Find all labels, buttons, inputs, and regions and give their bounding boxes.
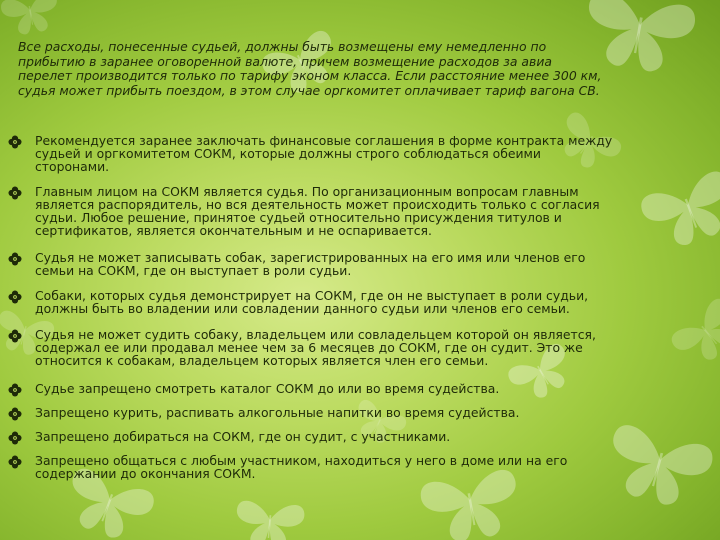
flower-bullet-icon [8,329,22,343]
intro-paragraph: Все расходы, понесенные судьей, должны быть возмещены ему немедленно по прибытию в заранее оговоренной валюте, причем возмещение расходов за авиа перелет производится только по тарифу эконом класса. Если расстояние менее 300 км, судья может прибыть поездом, в этом случае оргкомитет оплачивает тариф вагона СВ. [18,39,602,98]
bullet-text: Главным лицом на СОКМ является судья. По организационным вопросам главным является распорядитель, но вся деятельность может происходить только с согласия судьи. Любое решение, принятое судьей относительно присуждения титулов и сертификатов, является окончательным и не оспаривается. [35,184,600,238]
bullet-text: Судья не может записывать собак, зарегистрированных на его имя или членов его семьи на СОКМ, где он выступает в роли судьи. [35,250,586,278]
butterfly-icon [0,0,62,38]
bullet-text: Судья не может судить собаку, владельцем или совладельцем которой он является, содержал ее или продавал менее чем за 6 месяцев до СОКМ, где он судит. Это же относится к собакам, владельцем которых является член его семьи. [35,327,596,368]
bullet-text: Собаки, которых судья демонстрирует на СОКМ, где он не выступает в роли судьи, должны быть во владении или совладении данного судьи или членов его семьи. [35,288,589,316]
flower-bullet-icon [8,252,22,266]
bullet-text: Рекомендуется заранее заключать финансовые соглашения в форме контракта между судьей и оргкомитетом СОКМ, которые должны строго соблюдаться обеими сторонами. [35,133,613,174]
flower-bullet-icon [8,383,22,397]
bullet-text: Запрещено общаться с любым участником, находиться у него в доме или на его содержании до окончания СОКМ. [35,453,568,481]
bullet-text: Запрещено курить, распивать алкогольные напитки во время судейства. [35,405,520,420]
flower-bullet-icon [8,431,22,445]
bullet-text: Судье запрещено смотреть каталог СОКМ до или во время судейства. [35,381,500,396]
flower-bullet-icon [8,186,22,200]
flower-bullet-icon [8,455,22,469]
flower-bullet-icon [8,290,22,304]
butterfly-icon [234,500,305,540]
flower-bullet-icon [8,135,22,149]
flower-bullet-icon [8,407,22,421]
bullet-text: Запрещено добираться на СОКМ, где он судит, с участниками. [35,429,451,444]
